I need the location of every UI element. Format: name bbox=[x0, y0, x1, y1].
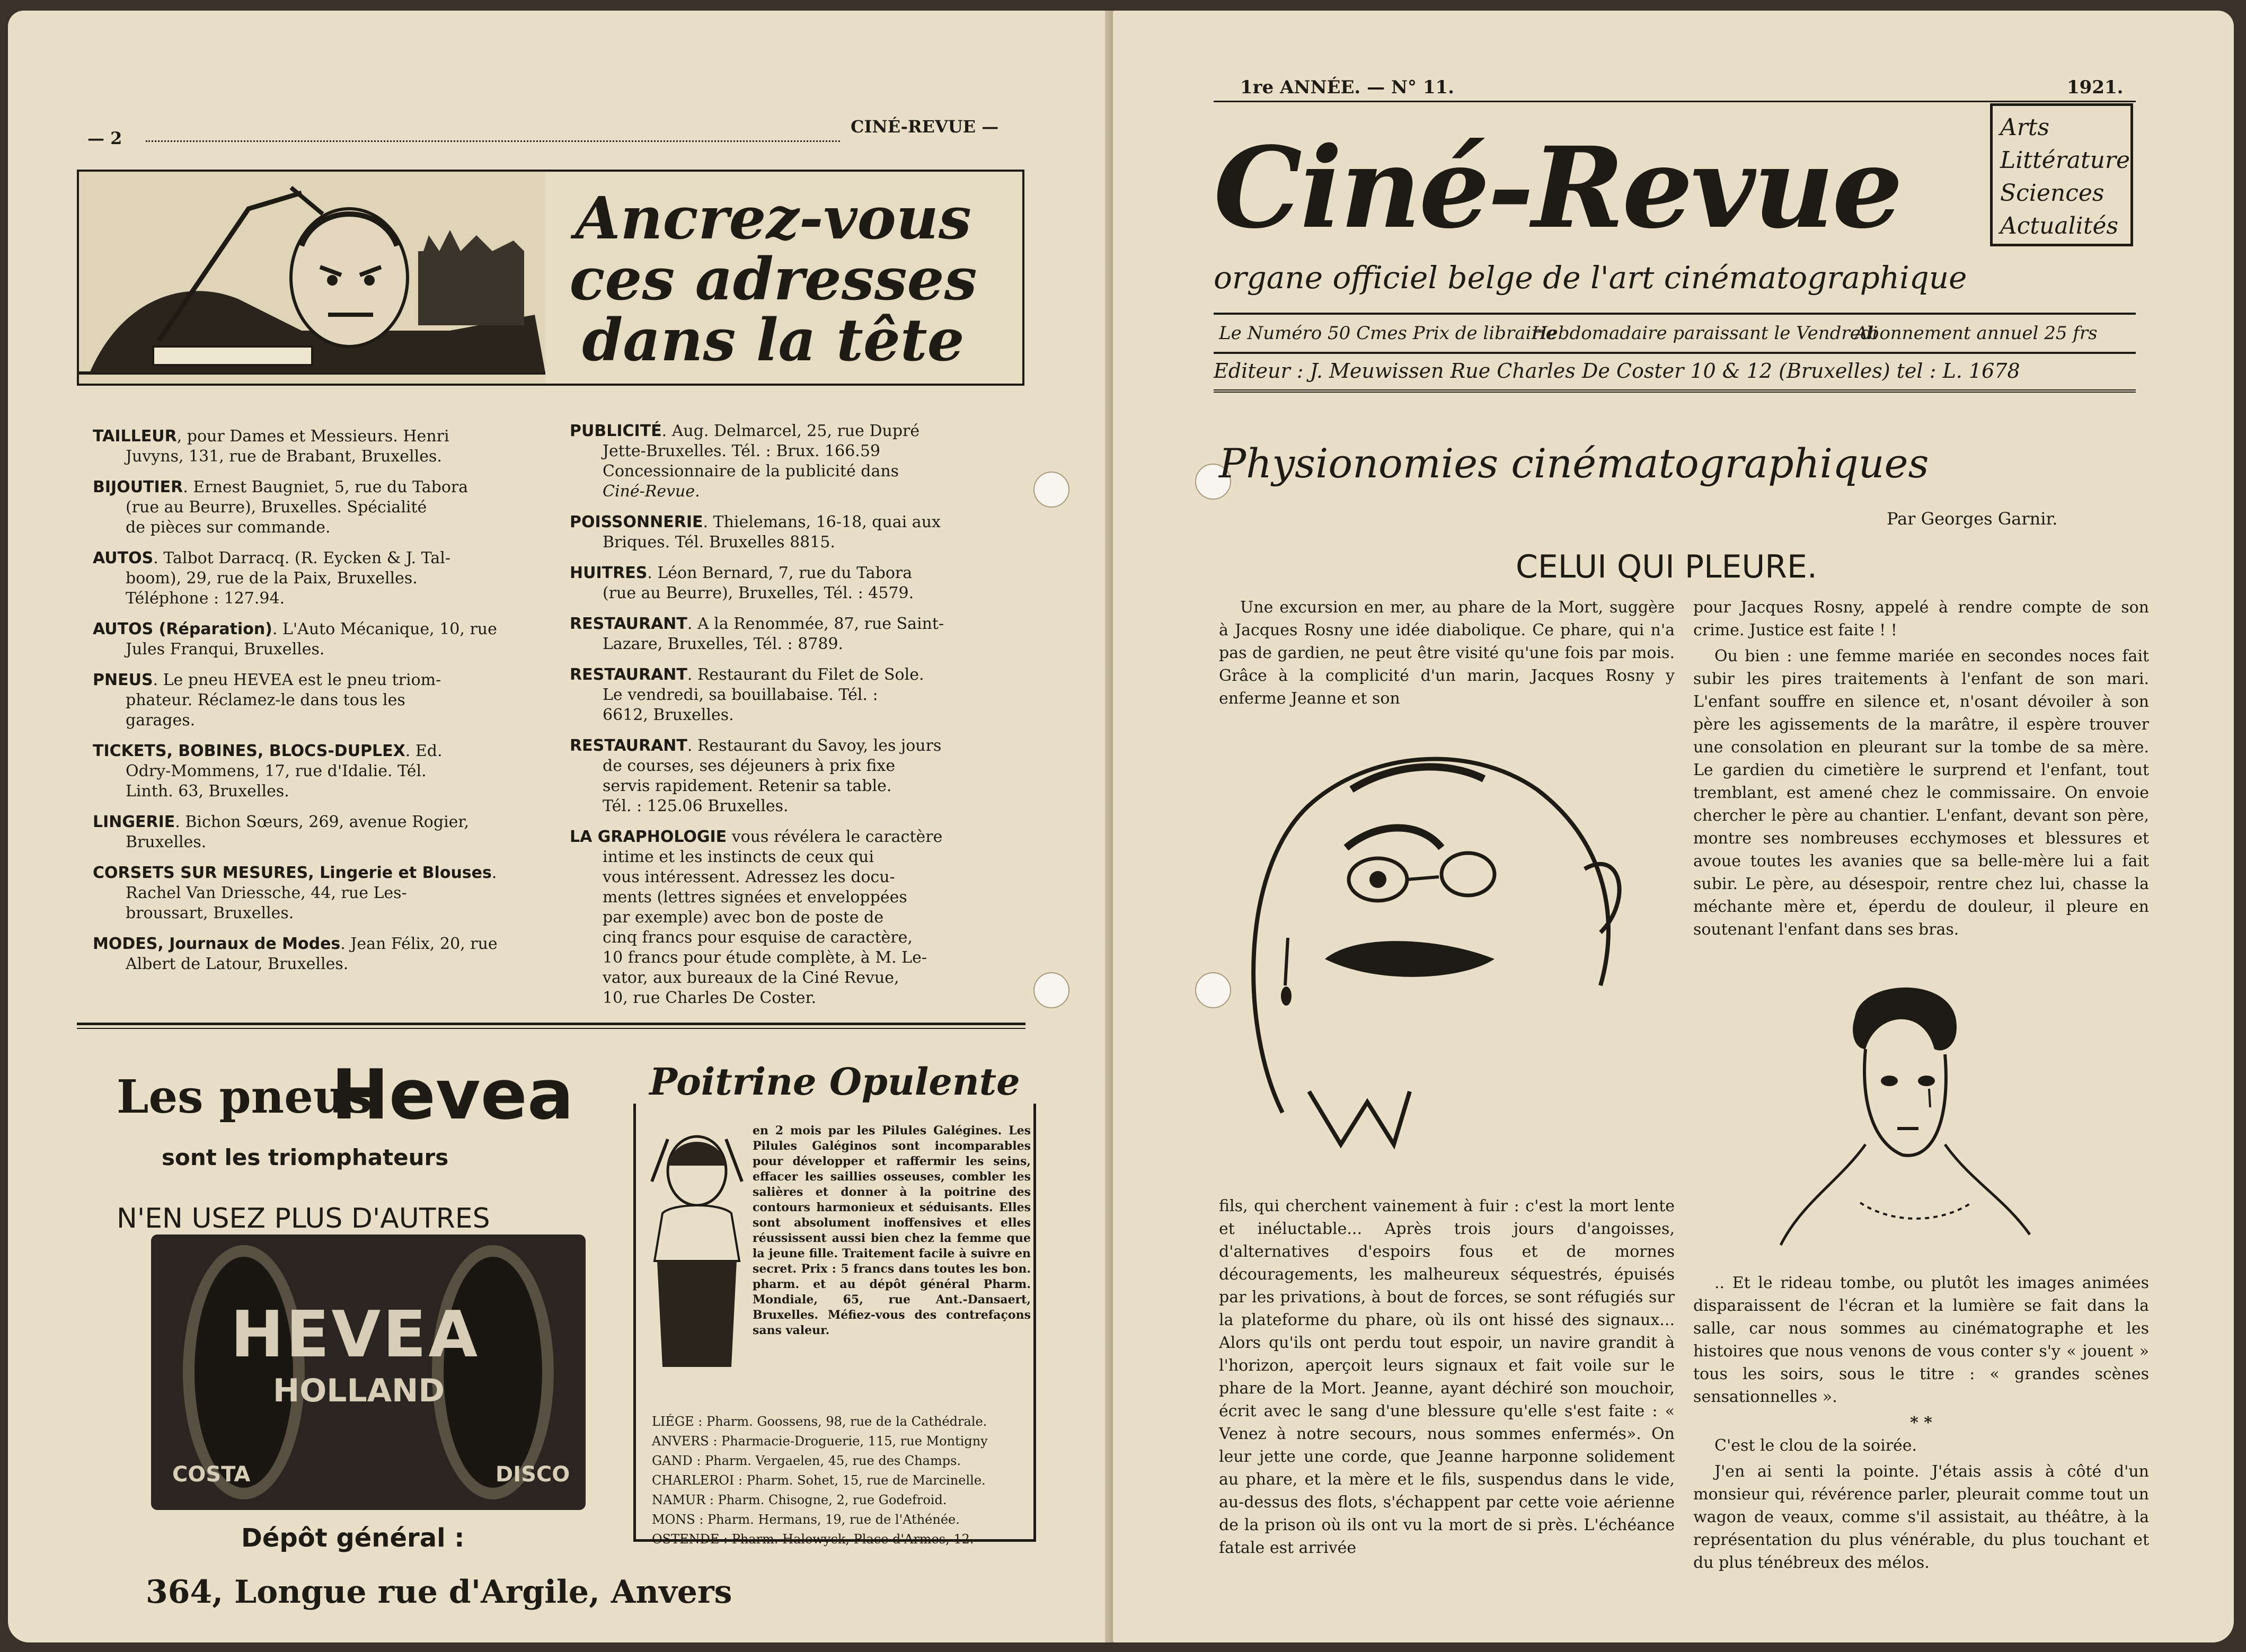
left-page bbox=[8, 11, 1113, 1642]
tire-right-icon bbox=[432, 1245, 554, 1499]
address-item: POISSONNERIE. Thielemans, 16-18, quai aux Briques. Tél. Bruxelles 8815. bbox=[570, 513, 941, 552]
address-item: TICKETS, BOBINES, BLOCS-DUPLEX. Ed. Odry-Mommens, 17, rue d'Idalie. Tél. Linth. 63, Bruxelles. bbox=[93, 742, 443, 801]
ad-banner bbox=[77, 170, 1024, 386]
paragraph: C'est le clou de la soirée. bbox=[1714, 1436, 1917, 1455]
address-item: RESTAURANT. Restaurant du Savoy, les jours de courses, ses déjeuners à prix fixe servis rapidement. Retenir sa table. Tél. : 125.06 Bruxelles. bbox=[570, 736, 942, 815]
woman-illustration bbox=[641, 1123, 753, 1388]
paragraph: J'en ai senti la pointe. J'étais assis à côté d'un monsieur qui, révérence parler, pleurait comme tout un wagon de veaux, comme s'il assistait, au théâtre, à la représentation du plus vénérable, du plus touchant et du plus ténébreux des mélos. bbox=[1693, 1462, 2149, 1572]
pharmacy-item: ANVERS : Pharmacie-Droguerie, 115, rue Montigny bbox=[652, 1434, 988, 1449]
address-item: MODES, Journaux de Modes. Jean Félix, 20, rue Albert de Latour, Bruxelles. bbox=[93, 935, 498, 973]
address-item: PNEUS. Le pneu HEVEA est le pneu triom- phateur. Réclamez-le dans tous les garages. bbox=[93, 671, 441, 730]
paragraph: Ou bien : une femme mariée en secondes noces fait subir les pires traitements à l'enfant de son mari. L'enfant souffre en silence et, n'osant dévoiler à son père les agissements de la marâtre, il espère trouver une consolation en pleurant sur la tombe de sa mère. Le gardien du cimetière le surprend et l'enfant, tout tremblant, est amené chez le commissaire. On envoie chercher le père au chantier. L'enfant, devant son père, montre ses nombreuses ecchymoses et blessures et avoue toutes les avanies que sa belle-mère lui a fait subir. Le père, au désespoir, rentre chez lui, chasse la méchante mère et, éperdu de douleur, il pleure en soutenant l'enfant dans ses bras. bbox=[1693, 647, 2149, 939]
tire-country: HOLLAND bbox=[273, 1372, 445, 1409]
address-item: CORSETS SUR MESURES, Lingerie et Blouses. Rachel Van Driessche, 44, rue Les- broussart, Bruxelles. bbox=[93, 864, 497, 922]
masthead-rule bbox=[1214, 101, 2136, 102]
running-head: CINÉ-REVUE — bbox=[851, 117, 999, 137]
address-item: TAILLEUR, pour Dames et Messieurs. Henri Juvyns, 131, rue de Brabant, Bruxelles. bbox=[93, 427, 449, 466]
frequency-info: Hebdomadaire paraissant le Vendredi bbox=[1532, 323, 1878, 344]
pharmacy-item: NAMUR : Pharm. Chisogne, 2, rue Godefroid. bbox=[652, 1493, 947, 1507]
hevea-slogan: N'EN USEZ PLUS D'AUTRES bbox=[117, 1203, 490, 1234]
address-item: RESTAURANT. A la Renommée, 87, rue Saint- Lazare, Bruxelles, Tél. : 8789. bbox=[570, 615, 944, 653]
hevea-depot: Dépôt général : bbox=[241, 1523, 465, 1553]
tire-label-left: COSTA bbox=[172, 1462, 251, 1487]
hevea-title-pre: Les pneus bbox=[117, 1070, 372, 1124]
tire-brand: HEVEA bbox=[231, 1298, 480, 1372]
section-rule bbox=[77, 1023, 1025, 1025]
section-title: Physionomies cinématographiques bbox=[1219, 440, 1929, 487]
address-item: AUTOS. Talbot Darracq. (R. Eycken & J. Tal- boom), 29, rue de la Paix, Bruxelles. Téléphone : 127.94. bbox=[93, 549, 451, 608]
punch-hole bbox=[1033, 972, 1069, 1008]
topic-litterature: Littérature bbox=[2000, 147, 2130, 174]
paragraph: fils, qui cherchent vainement à fuir : c'est la mort lente et inéluctable... Après trois jours d'angoisses, d'alternatives d'espoirs fous et de mornes découragements, les malheureux séquestrés, épuisés par les privations, à bout de forces, se sont réfugiés sur la plateforme du phare, où ils ont hissé des signaux... Alors qu'ils ont perdu tout espoir, un navire grandit à l'horizon, aperçoit leurs signaux et fait voile sur le phare de la Mort. Jeanne, ayant déchiré son mouchoir, écrit avec le sang d'une blessure qu'elle s'est faite : « Venez à notre secours, nous sommes enfermés». On leur jette une corde, que Jeanne harponne solidement au phare, et la mère et le fils, suspendus dans le vide, au-dessus des flots, s'échappent par cette voie aérienne de la prison où ils ont vu la mort de si près. L'échéance fatale est arrivée bbox=[1219, 1197, 1675, 1557]
address-list-col1 bbox=[93, 427, 572, 985]
poitrine-text: en 2 mois par les Pilules Galégines. Les Pilules Galéginos sont incomparables pour développer et raffermir les seins, effacer les saillies osseuses, combler les salières et donner à la poitrine des contours harmonieux et séduisants. Elles sont absolument inoffensives et elles réussissent aussi bien chez la femme que la jeune fille. Traitement facile à suivre en secret. Prix : 5 francs dans toutes les bon. pharm. et au dépôt général Pharm. Mondiale, 65, rue Ant.-Dansaert, Bruxelles. Méfiez-vous des contrefaçons sans valeur. bbox=[753, 1124, 1031, 1337]
address-item: AUTOS (Réparation). L'Auto Mécanique, 10, rue Jules Franqui, Bruxelles. bbox=[93, 620, 497, 659]
tire-label-right: DISCO bbox=[496, 1462, 570, 1487]
subscription-info: Abonnement annuel 25 frs bbox=[1855, 323, 2098, 344]
section-rule-thin bbox=[77, 1028, 1025, 1029]
crying-man-illustration bbox=[1219, 710, 1675, 1187]
pharmacy-list bbox=[652, 1412, 1028, 1549]
price-info: Le Numéro 50 Cmes Prix de librairie bbox=[1219, 323, 1557, 344]
section-break: * * bbox=[1910, 1414, 1932, 1432]
masthead-topics-box bbox=[1990, 103, 2133, 246]
pharmacy-item: LIÉGE : Pharm. Goossens, 98, rue de la Cathédrale. bbox=[652, 1414, 987, 1429]
subscription-line bbox=[1214, 313, 2136, 354]
article-col2-bottom bbox=[1693, 1272, 2149, 1577]
hevea-tire-image bbox=[151, 1234, 586, 1510]
header-rule bbox=[146, 140, 840, 142]
poitrine-title: Poitrine Opulente bbox=[633, 1060, 1036, 1104]
punch-hole bbox=[1033, 472, 1069, 508]
page-number: — 2 bbox=[87, 128, 122, 148]
hevea-address: 364, Longue rue d'Argile, Anvers bbox=[146, 1574, 732, 1611]
paragraph: pour Jacques Rosny, appelé à rendre compte de son crime. Justice est faite ! ! bbox=[1693, 598, 2149, 640]
pharmacy-item: OSTENDE : Pharm. Halewyck, Place d'Armes, 12. bbox=[652, 1532, 974, 1547]
issue-year: 1921. bbox=[2067, 77, 2124, 98]
hevea-tagline: sont les triomphateurs bbox=[162, 1144, 449, 1170]
paragraph: .. Et le rideau tombe, ou plutôt les images animées disparaissent de l'écran et la lumière se fait dans la salle, car nous sommes au cinématographe et les histoires que nous venons de vous conter s'y « jouent » tous les soirs, sous le titre : « grandes scènes sensationnelles ». bbox=[1693, 1274, 2149, 1406]
article-headline: CELUI QUI PLEURE. bbox=[1516, 548, 1817, 585]
address-list-col2 bbox=[570, 421, 1047, 1019]
article-col2-top bbox=[1693, 596, 2149, 944]
address-item: RESTAURANT. Restaurant du Filet de Sole. Le vendredi, sa bouillabaise. Tél. : 6612, Bruxelles. bbox=[570, 665, 924, 724]
address-item: BIJOUTIER. Ernest Baugniet, 5, rue du Tabora (rue au Beurre), Bruxelles. Spécialité de pièces sur commande. bbox=[93, 478, 468, 537]
issue-number: 1re ANNÉE. — N° 11. bbox=[1240, 77, 1454, 98]
crying-woman-illustration bbox=[1770, 970, 2035, 1266]
angry-man-illustration bbox=[79, 172, 545, 384]
byline: Par Georges Garnir. bbox=[1887, 509, 2058, 529]
address-item: LINGERIE. Bichon Sœurs, 269, avenue Rogier, Bruxelles. bbox=[93, 813, 470, 851]
address-item: LA GRAPHOLOGIE vous révélera le caractère intime et les instincts de ceux qui vous intéressent. Adressez les docu- ments (lettres signées et enveloppées par exemple) avec bon de poste de cinq francs pour esquise de caractère, 10 francs pour étude complète, à M. Le- vator, aux bureaux de la Ciné Revue, 10, rue Charles De Coster. bbox=[570, 828, 943, 1007]
address-item: PUBLICITÉ. Aug. Delmarcel, 25, rue Dupré Jette-Bruxelles. Tél. : Brux. 166.59 Concessionnaire de la publicité dans Ciné-Revue. bbox=[570, 422, 920, 501]
paragraph: Une excursion en mer, au phare de la Mort, suggère à Jacques Rosny une idée diabolique. Ce phare, qui n'a pas de gardien, ne peut être visité qu'une fois par mois. Grâce à la complicité d'un marin, Jacques Rosny y enferme Jeanne et son bbox=[1219, 598, 1675, 708]
masthead-subtitle: organe officiel belge de l'art cinématographique bbox=[1214, 260, 1967, 296]
topic-sciences: Sciences bbox=[2000, 180, 2104, 207]
pharmacy-item: GAND : Pharm. Vergaelen, 45, rue des Champs. bbox=[652, 1453, 961, 1468]
masthead-title: Ciné-Revue bbox=[1214, 122, 1901, 253]
hevea-brand: Hevea bbox=[331, 1054, 574, 1135]
editor-line: Editeur : J. Meuwissen Rue Charles De Coster 10 & 12 (Bruxelles) tel : L. 1678 bbox=[1214, 352, 2136, 393]
address-item: HUITRES. Léon Bernard, 7, rue du Tabora (rue au Beurre), Bruxelles, Tél. : 4579. bbox=[570, 564, 914, 602]
pharmacy-item: MONS : Pharm. Hermans, 19, rue de l'Athénée. bbox=[652, 1512, 960, 1527]
pharmacy-item: CHARLEROI : Pharm. Sohet, 15, rue de Marcinelle. bbox=[652, 1473, 986, 1488]
banner-title: Ancrez-vous ces adresses dans la tête bbox=[569, 184, 977, 374]
topic-actualites: Actualités bbox=[2000, 212, 2119, 239]
topic-arts: Arts bbox=[2000, 114, 2050, 141]
article-col1-top bbox=[1219, 596, 1675, 713]
article-col1-bottom bbox=[1219, 1195, 1675, 1562]
